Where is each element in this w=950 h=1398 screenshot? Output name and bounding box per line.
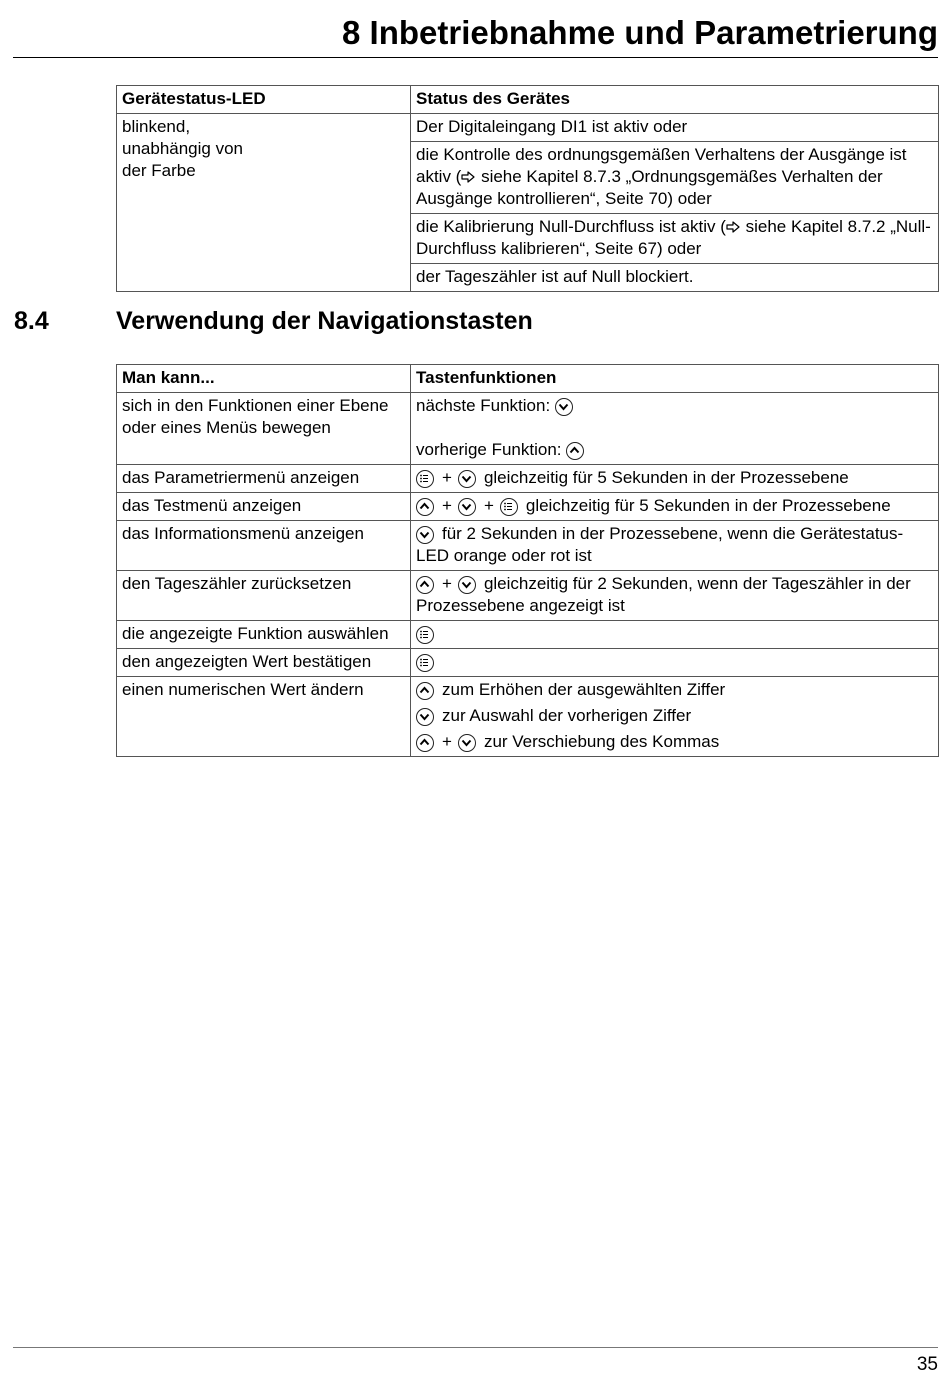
status-text: siehe Kapitel 8.7.3 „Ordnungsgemäßes Verhalten der Ausgänge kontrollieren“, Seite 70) oder: [416, 167, 883, 208]
status-entry: Der Digitaleingang DI1 ist aktiv oder: [416, 117, 688, 136]
status-entry: [411, 141, 938, 210]
led-state-cell: [117, 114, 411, 292]
cell-line: oder eines Menüs bewegen: [122, 418, 331, 437]
status-entry: der Tageszähler ist auf Null blockiert.: [411, 263, 938, 288]
action-cell: das Informationsmenü anzeigen: [117, 521, 411, 571]
menu-key-icon: [416, 626, 434, 644]
up-key-icon: [416, 734, 434, 752]
chapter-title: 8 Inbetriebnahme und Parametrierung: [342, 14, 938, 51]
key-line: [416, 705, 933, 727]
arrow-right-icon: [461, 171, 476, 183]
status-text: die Kalibrierung Null-Durchfluss ist aktiv (: [416, 217, 726, 236]
table-row: [117, 621, 939, 649]
up-key-icon: [416, 498, 434, 516]
table-row: [117, 465, 939, 493]
key-text: vorherige Funktion:: [416, 440, 562, 459]
plus-sign: +: [442, 574, 452, 593]
key-text: zur Auswahl der vorherigen Ziffer: [442, 706, 692, 725]
key-line: [416, 679, 933, 701]
action-cell: das Parametriermenü anzeigen: [117, 465, 411, 493]
key-text: nächste Funktion:: [416, 396, 551, 415]
keys-cell: [411, 649, 939, 677]
cell-line: sich in den Funktionen einer Ebene: [122, 396, 389, 415]
keys-cell: [411, 493, 939, 521]
keys-cell: [411, 677, 939, 757]
key-line: [416, 439, 933, 461]
plus-sign: +: [442, 468, 452, 487]
key-text: gleichzeitig für 5 Sekunden in der Prozessebene: [525, 496, 891, 515]
column-header: Gerätestatus-LED: [117, 86, 411, 114]
status-entry: [411, 213, 938, 260]
table-row: [117, 393, 939, 465]
down-key-icon: [416, 526, 434, 544]
up-key-icon: [416, 682, 434, 700]
key-text: für 2 Sekunden in der Prozessebene, wenn die Gerätestatus-LED orange oder rot ist: [416, 524, 904, 565]
table-row: [117, 493, 939, 521]
keys-cell: [411, 393, 939, 465]
status-text: die Kontrolle des ordnungsgemäßen Verhaltens der Ausgänge ist aktiv (: [416, 145, 907, 186]
column-header: Tastenfunktionen: [411, 365, 939, 393]
table-header-row: [117, 365, 939, 393]
menu-key-icon: [416, 654, 434, 672]
action-cell: das Testmenü anzeigen: [117, 493, 411, 521]
table-header-row: [117, 86, 939, 114]
down-key-icon: [458, 498, 476, 516]
down-key-icon: [458, 470, 476, 488]
keys-cell: [411, 621, 939, 649]
arrow-right-icon: [726, 221, 741, 233]
down-key-icon: [458, 576, 476, 594]
status-text: siehe Kapitel 8.7.2 „Null-Durchfluss kalibrieren“, Seite 67) oder: [416, 217, 931, 258]
column-header: Status des Gerätes: [411, 86, 939, 114]
keys-cell: [411, 571, 939, 621]
cell-line: der Farbe: [122, 161, 196, 180]
down-key-icon: [458, 734, 476, 752]
keys-cell: [411, 465, 939, 493]
table-row: [117, 677, 939, 757]
table-row: [117, 571, 939, 621]
page-number: 35: [916, 1354, 938, 1375]
action-cell: den Tageszähler zurücksetzen: [117, 571, 411, 621]
table-row: [117, 114, 939, 292]
menu-key-icon: [500, 498, 518, 516]
plus-sign: +: [442, 732, 452, 751]
key-text: gleichzeitig für 2 Sekunden, wenn der Tageszähler in der Prozessebene angezeigt ist: [416, 574, 911, 615]
key-text: zum Erhöhen der ausgewählten Ziffer: [442, 680, 726, 699]
table-row: [117, 649, 939, 677]
column-header: Man kann...: [117, 365, 411, 393]
plus-sign: +: [442, 496, 452, 515]
action-cell: die angezeigte Funktion auswählen: [117, 621, 411, 649]
menu-key-icon: [416, 470, 434, 488]
key-text: zur Verschiebung des Kommas: [483, 732, 720, 751]
key-text: gleichzeitig für 5 Sekunden in der Prozessebene: [483, 468, 849, 487]
section-title: Verwendung der Navigationstasten: [116, 307, 533, 335]
up-key-icon: [416, 576, 434, 594]
action-cell: einen numerischen Wert ändern: [117, 677, 411, 757]
down-key-icon: [416, 708, 434, 726]
cell-line: blinkend,: [122, 117, 191, 136]
action-cell: [117, 393, 411, 465]
cell-line: unabhängig von: [122, 139, 244, 158]
keys-cell: [411, 521, 939, 571]
down-key-icon: [555, 398, 573, 416]
action-cell: den angezeigten Wert bestätigen: [117, 649, 411, 677]
plus-sign: +: [483, 496, 494, 515]
led-status-table: [116, 85, 939, 292]
up-key-icon: [566, 442, 584, 460]
header-divider: [13, 57, 938, 58]
navigation-keys-table: [116, 364, 939, 757]
key-line: [416, 395, 933, 417]
table-row: [117, 521, 939, 571]
section-number: 8.4: [14, 307, 49, 335]
device-status-cell: [411, 114, 939, 292]
key-line: [416, 731, 933, 753]
footer-divider: [13, 1347, 938, 1348]
